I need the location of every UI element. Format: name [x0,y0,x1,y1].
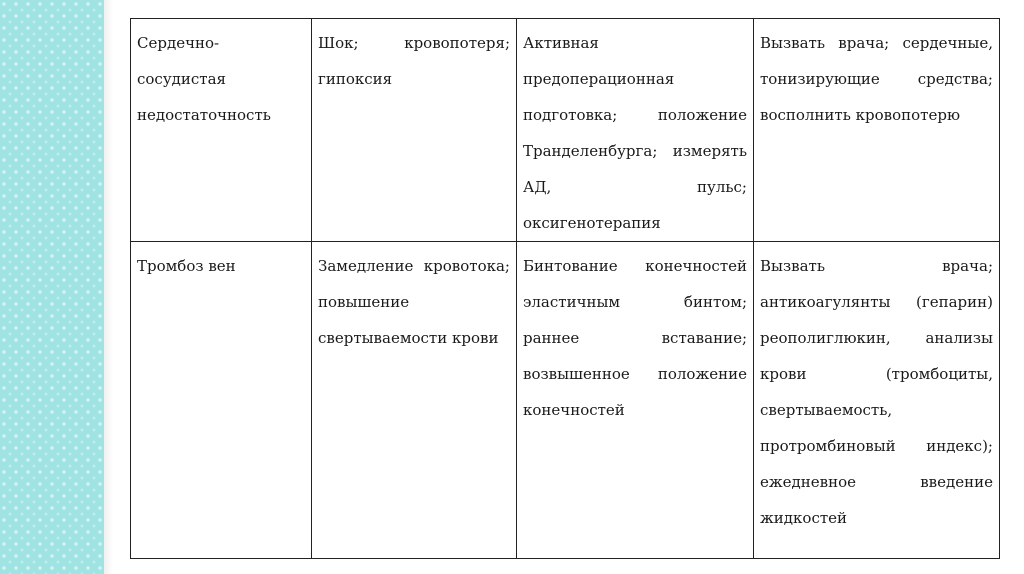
complication-cell [131,242,312,559]
causes-text: Замедление кровотока; повышение свертываемости крови [318,257,510,347]
causes-cell [312,19,517,242]
prevention-cell [517,242,754,559]
table-row [131,242,1000,559]
prevention-cell [517,19,754,242]
actions-text: Вызвать врача; сердечные, тонизирующие средства; восполнить кровопотерю [760,34,993,124]
prevention-text: Бинтование конечностей эластичным бинтом; раннее вставание; возвышенное положение конечностей [523,257,747,419]
causes-cell [312,242,517,559]
actions-cell [754,242,1000,559]
actions-text: Вызвать врача; антикоагулянты (гепарин) реополиглюкин, анализы крови (тромбоциты, свертываемость, протромбиновый индекс); ежедневное введение жидкостей [760,257,993,527]
prevention-text: Активная предоперационная подготовка; положение Транделенбурга; измерять АД, пульс; оксигенотерапия [523,34,747,232]
decorative-pattern-strip [0,0,104,574]
strip-edge [104,0,113,574]
complications-table [130,18,1000,559]
causes-text: Шок; кровопотеря; гипоксия [318,34,510,88]
actions-cell [754,19,1000,242]
complication-text: Сердечно-сосудистая недостаточность [137,34,271,124]
table-row [131,19,1000,242]
complication-cell [131,19,312,242]
complication-text: Тромбоз вен [137,257,236,275]
